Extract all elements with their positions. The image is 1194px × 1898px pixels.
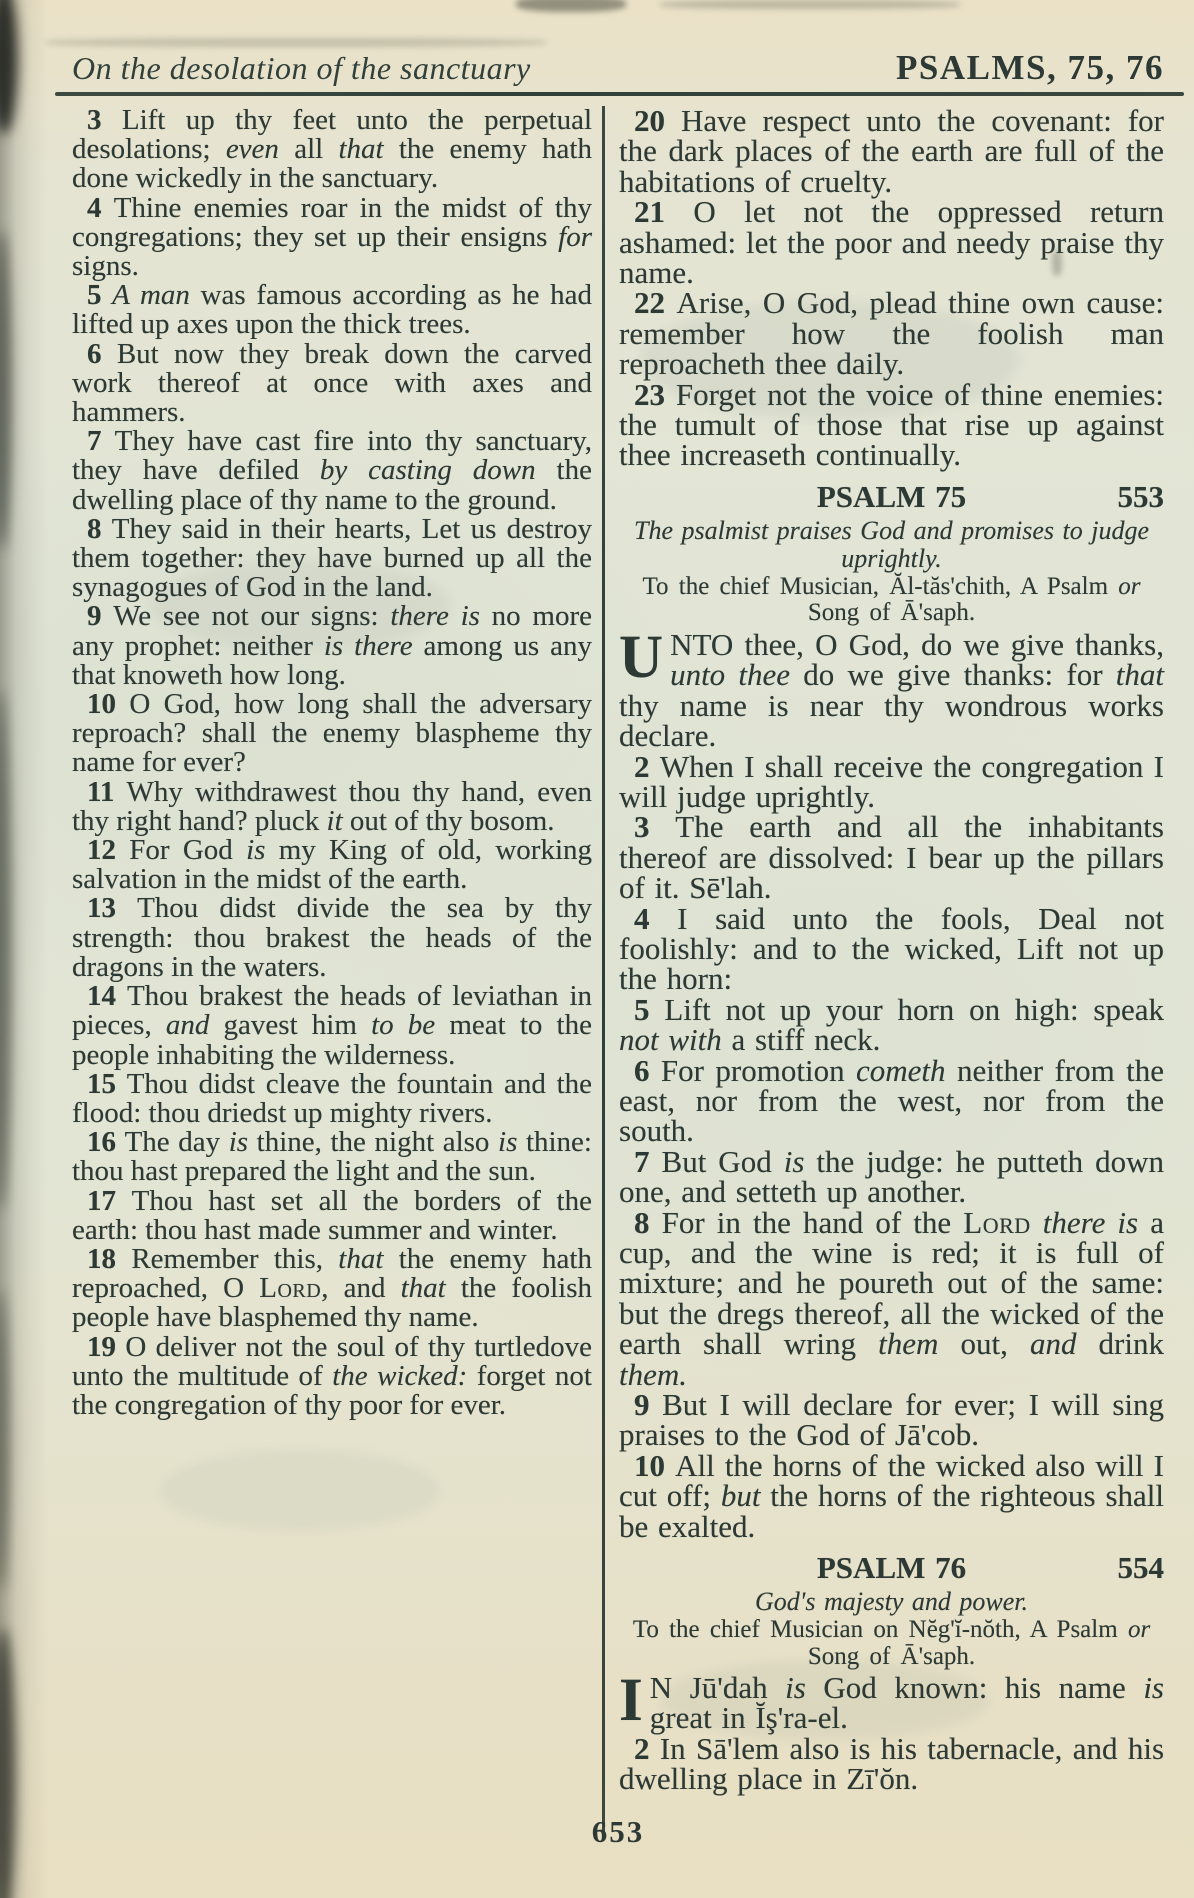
verse-number: 4 (87, 191, 114, 224)
verse-paragraph (619, 1730, 1165, 1797)
verse-paragraph (72, 281, 592, 339)
verse-text: not with (619, 1022, 722, 1058)
binding-shadow-blotch (0, 230, 12, 550)
scan-smudge (516, 0, 626, 12)
verse-text: neither from the east, nor from the west, nor from the south. (619, 1052, 1164, 1149)
verse-text: God's majesty and power. (755, 1587, 1028, 1617)
verse-text: Have respect unto the covenant: for the dark places of the earth are full of the habitations of cruelty. (619, 103, 1164, 199)
verse-text: All the horns of the wicked also will I cut off; (619, 1447, 1164, 1514)
verse-text: but (720, 1478, 761, 1514)
drop-cap-initial: I (619, 1667, 643, 1735)
column-divider-rule (602, 106, 605, 1838)
verse-text: To the chief Musician, Ăl-tăs'chith, A Psalm (642, 572, 1119, 600)
verse-text: The psalmist praises God and promises to judge uprightly. (634, 515, 1149, 573)
psalm-summary (619, 1588, 1164, 1616)
scan-smudge (46, 38, 546, 47)
psalm-attribution (619, 1617, 1164, 1670)
verse-number: 3 (634, 809, 676, 845)
verse-text: Thou brakest the heads of leviathan in pieces, (72, 980, 593, 1042)
psalm-attribution (619, 574, 1164, 627)
verse-paragraph (619, 623, 1164, 754)
verse-text: is there (323, 629, 413, 662)
verse-text: no more any prophet: neither (72, 600, 593, 662)
verse-paragraph (619, 1447, 1164, 1544)
verse-paragraph (72, 602, 592, 690)
verse-text: even (225, 133, 279, 166)
verse-text: They have cast fire into thy sanctuary, they have defiled (72, 425, 593, 487)
verse-paragraph (619, 376, 1164, 473)
verse-text: But I will declare for ever; I will sing praises to the God of Jā'cob. (619, 1387, 1165, 1453)
psalm-heading (619, 1551, 1164, 1584)
running-head (72, 48, 1164, 88)
verse-number: 21 (634, 194, 694, 230)
verse-number: 14 (87, 980, 127, 1013)
verse-paragraph (619, 748, 1165, 814)
verse-number: 16 (87, 1126, 125, 1159)
verse-text: all (278, 133, 339, 166)
verse-text: NTO thee, O God, do we give thanks, (670, 626, 1164, 662)
verse-number: 9 (87, 600, 114, 633)
verse-number: 7 (87, 425, 115, 458)
verse-text: among us any that knoweth how long. (72, 629, 593, 691)
verse-text: out, (938, 1326, 1030, 1362)
binding-shadow-blotch (0, 690, 12, 1210)
verse-text: forget not the congregation of thy poor for ever. (72, 1359, 592, 1421)
verse-text: the wicked: (332, 1359, 468, 1392)
verse-text: out of thy bosom. (342, 804, 555, 837)
binding-shadow-blotch (0, 1628, 16, 1898)
verse-text: cometh (856, 1052, 946, 1088)
verse-text: it (326, 804, 343, 837)
verse-number: 2 (634, 1730, 660, 1766)
verse-text: A man (112, 279, 190, 312)
verse-number: 2 (634, 748, 660, 784)
verse-paragraph (72, 1330, 593, 1421)
verse-text: For in the hand of the (661, 1204, 964, 1240)
verse-number: 5 (634, 991, 665, 1027)
verse-text: or (1118, 572, 1141, 600)
verse-number: 10 (87, 688, 130, 721)
verse-text: or (1127, 1616, 1151, 1644)
verse-text: great in Ĭş'ra-el. (649, 1700, 848, 1736)
verse-paragraph (72, 1128, 592, 1186)
divine-name-smallcaps: Lord (259, 1272, 322, 1305)
verse-number: 6 (634, 1052, 661, 1088)
verse-text: Thou hast set all the borders of the earth: thou hast made summer and winter. (72, 1184, 592, 1246)
verse-number: 6 (87, 337, 117, 370)
psalm-heading (619, 480, 1164, 513)
verse-paragraph (72, 106, 592, 194)
verse-text: Why withdrawest thou thy hand, even thy right hand? pluck (72, 775, 592, 837)
verse-text: them (878, 1326, 939, 1362)
verse-number: 5 (87, 279, 113, 312)
verse-text: is (1143, 1670, 1164, 1706)
verse-text: thine, the night also (248, 1126, 499, 1159)
verse-text: is (783, 1143, 805, 1179)
verse-paragraph (72, 512, 593, 604)
verse-paragraph (619, 991, 1164, 1058)
verse-paragraph (619, 194, 1164, 291)
verse-text: Lift up thy feet unto the perpetual desolations; (72, 104, 592, 166)
verse-text: the enemy hath done wickedly in the sanctuary. (72, 133, 592, 195)
verse-text: signs. (72, 250, 139, 283)
drop-cap-initial: U (619, 623, 664, 691)
psalm-section-number: 553 (1117, 478, 1164, 514)
verse-paragraph (619, 1667, 1164, 1736)
verse-number: 15 (87, 1067, 127, 1100)
verse-text: for (558, 220, 592, 253)
verse-text: But God (661, 1143, 784, 1179)
verse-text: the enemy hath reproached, O (72, 1242, 592, 1305)
verse-text: Thine enemies roar in the midst of thy congregations; they set up their ensigns (72, 191, 592, 253)
verse-text: We see not our signs: (113, 600, 391, 633)
verse-paragraph (72, 982, 592, 1070)
verse-paragraph (619, 900, 1164, 997)
psalm-title: PSALM 75 (816, 478, 967, 514)
verse-text: But now they break down the carved work thereof at once with axes and hammers. (72, 337, 592, 429)
verse-number: 17 (87, 1184, 132, 1217)
right-column (619, 103, 1165, 1838)
verse-text: the dwelling place of thy name to the ground. (72, 454, 592, 516)
verse-text: God known: his name (805, 1670, 1144, 1706)
verse-text: For promotion (660, 1052, 856, 1088)
verse-text: Lift not up your horn on high: speak (664, 991, 1164, 1027)
verse-text: N Jū'dah (649, 1670, 786, 1706)
verse-number: 10 (634, 1447, 676, 1483)
verse-number: 18 (87, 1242, 132, 1275)
verse-text: unto thee (670, 657, 791, 693)
verse-text: gavest him (209, 1009, 372, 1042)
verse-text: that (338, 133, 384, 166)
verse-text: by casting down (319, 454, 536, 487)
verse-text: and (165, 1009, 210, 1042)
verse-number: 8 (634, 1204, 662, 1240)
verse-text: is (228, 1126, 249, 1159)
verse-number: 3 (87, 104, 122, 136)
verse-text: a cup, and the wine is red; it is full of mixture; and he poureth out of the same: but the dregs thereof, all the wicked of the earth shall wring (619, 1204, 1164, 1362)
psalm-summary (619, 517, 1164, 573)
verse-paragraph (72, 775, 592, 837)
verse-text: I said unto the fools, Deal not foolishly: and to the wicked, Lift not up the horn: (619, 900, 1164, 997)
verse-text: O let not the oppressed return ashamed: let the poor and needy praise thy name. (619, 194, 1164, 291)
verse-paragraph (619, 103, 1164, 199)
verse-text: that (400, 1272, 446, 1305)
verse-number: 12 (87, 834, 130, 867)
left-column (72, 106, 592, 1838)
verse-number: 23 (634, 376, 676, 412)
verse-paragraph (619, 285, 1164, 382)
verse-text: Forget not the voice of thine enemies: the tumult of those that rise up against thee increaseth continually. (619, 376, 1164, 473)
verse-text: For God (129, 834, 247, 867)
verse-text: that (1115, 657, 1164, 693)
verse-text: drink (1076, 1326, 1164, 1362)
psalm-section-number: 554 (1117, 1550, 1164, 1586)
verse-text: a stiff neck. (721, 1022, 881, 1058)
verse-text: The earth and all the inhabitants thereof are dissolved: I bear up the pillars of it. Sē'lah. (619, 809, 1164, 906)
verse-text: The day (124, 1126, 229, 1159)
binding-shadow-blotch (0, 1290, 10, 1590)
verse-text: Song of Ā'saph. (807, 599, 976, 627)
verse-text: is (498, 1126, 518, 1159)
verse-paragraph (72, 1184, 592, 1246)
verse-paragraph (619, 809, 1164, 906)
psalm-title: PSALM 76 (816, 1550, 967, 1586)
verse-paragraph (619, 1204, 1164, 1392)
verse-text: to be (371, 1009, 436, 1042)
verse-number: 20 (634, 103, 682, 138)
verse-paragraph (72, 1067, 593, 1129)
verse-text: To the chief Musician on Nĕg'ĭ-nŏth, A Psalm (632, 1616, 1128, 1644)
verse-text: They said in their hearts, Let us destroy them together: they have burned up all the synagogues of God in the land. (72, 512, 593, 604)
verse-number: 19 (87, 1330, 126, 1363)
verse-number: 8 (87, 512, 112, 545)
verse-text: there is (390, 600, 480, 633)
verse-text: that (338, 1242, 384, 1275)
verse-paragraph (72, 337, 592, 429)
verse-number: 9 (634, 1387, 663, 1423)
scan-smudge (660, 0, 960, 9)
verse-number: 22 (634, 285, 677, 321)
verse-paragraph (619, 1387, 1165, 1453)
verse-text: O deliver not the soul of thy turtledove unto the multitude of (72, 1330, 593, 1392)
verse-text: is (785, 1670, 806, 1706)
header-rule (55, 92, 1184, 96)
verse-text: meat to the people inhabiting the wilderness. (72, 1009, 592, 1071)
verse-paragraph (72, 1242, 592, 1334)
verse-text: Song of Ā'saph. (807, 1642, 976, 1670)
verse-text: was famous according as he had lifted up axes upon the thick trees. (72, 279, 593, 341)
verse-text: there is (1042, 1204, 1139, 1240)
verse-text: Thou didst divide the sea by thy strength: thou brakest the heads of the dragons in the waters. (72, 892, 592, 983)
verse-paragraph (72, 894, 592, 982)
verse-text: thine: thou hast prepared the light and the sun. (72, 1126, 592, 1188)
verse-paragraph (72, 836, 592, 894)
verse-text: my King of old, working salvation in the midst of the earth. (72, 834, 592, 896)
page-number: 653 (591, 1814, 645, 1849)
verse-text: do we give thanks: for (790, 657, 1116, 693)
text-columns (72, 103, 1165, 1838)
verse-text: O God, how long shall the adversary reproach? shall the enemy blaspheme thy name for ever? (72, 688, 592, 779)
verse-text: Remember this, (131, 1242, 339, 1275)
verse-paragraph (72, 191, 592, 283)
verse-text: In Sā'lem also is his tabernacle, and his dwelling place in Zī'ŏn. (619, 1730, 1165, 1797)
verse-text: Thou didst cleave the fountain and the flood: thou driedst up mighty rivers. (72, 1067, 593, 1129)
verse-text: the judge: he putteth down one, and setteth up another. (619, 1143, 1165, 1210)
verse-number: 13 (87, 892, 138, 925)
verse-text: them. (619, 1356, 688, 1392)
verse-number: 4 (634, 900, 678, 936)
verse-text: and (1029, 1326, 1077, 1362)
verse-number: 11 (87, 775, 127, 808)
verse-text: is (246, 834, 266, 867)
verse-text: the foolish people have blasphemed thy name. (72, 1272, 592, 1334)
running-head-right: PSALMS, 75, 76 (896, 48, 1164, 87)
verse-text: When I shall receive the congregation I will judge uprightly. (619, 748, 1165, 814)
verse-text: thy name is near thy wondrous works declare. (619, 687, 1164, 754)
verse-text: Arise, O God, plead thine own cause: remember how the foolish man reproacheth thee daily. (619, 285, 1164, 382)
binding-shadow-blotch (0, 0, 18, 134)
divine-name-smallcaps: Lord (963, 1204, 1031, 1240)
verse-paragraph (72, 427, 592, 515)
running-head-left: On the desolation of the sanctuary (72, 50, 531, 86)
verse-text: the horns of the righteous shall be exalted. (619, 1478, 1164, 1544)
verse-paragraph (619, 1052, 1164, 1149)
verse-number: 7 (634, 1143, 662, 1179)
verse-paragraph (72, 690, 592, 778)
verse-text: , and (321, 1272, 401, 1305)
verse-paragraph (619, 1143, 1165, 1210)
